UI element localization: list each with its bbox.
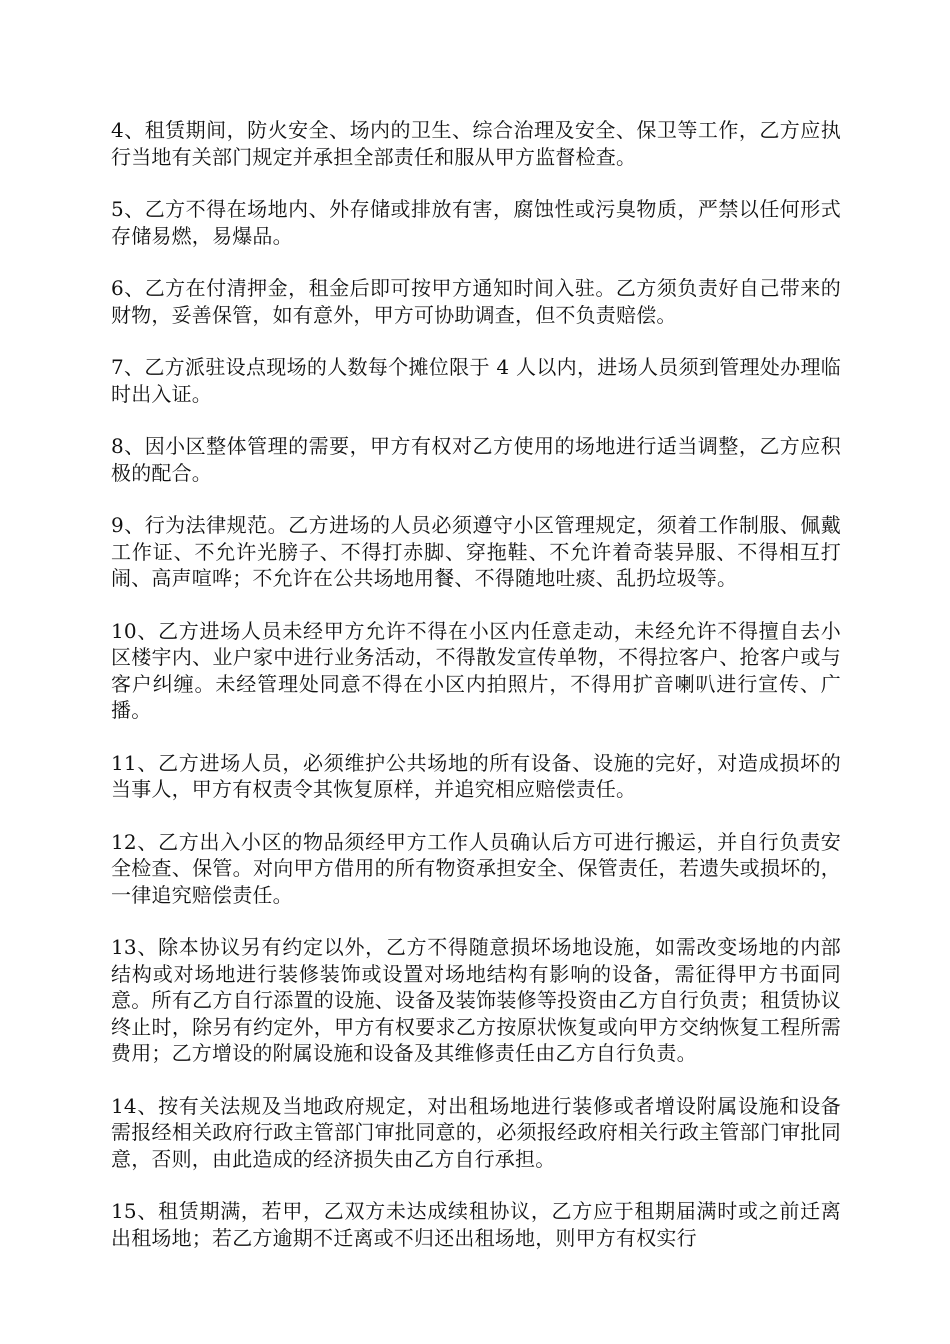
clause-14: 14、按有关法规及当地政府规定，对出租场地进行装修或者增设附属设施和设备需报经相关政府行政主管部门审批同意的，必须报经政府相关行政主管部门审批同意，否则，由此造成的经济损失由乙方自行承担。 [111,1093,841,1171]
clause-9: 9、行为法律规范。乙方进场的人员必须遵守小区管理规定，须着工作制服、佩戴工作证、不允许光膀子、不得打赤脚、穿拖鞋、不允许着奇装异服、不得相互打闹、高声喧哗；不允许在公共场地用餐、不得随地吐痰、乱扔垃圾等。 [111,513,841,590]
clause-7: 7、乙方派驻设点现场的人数每个摊位限于 4 人以内，进场人员须到管理处办理临时出入证。 [111,355,841,406]
clause-4: 4、租赁期间，防火安全、场内的卫生、综合治理及安全、保卫等工作，乙方应执行当地有关部门规定并承担全部责任和服从甲方监督检查。 [111,118,841,169]
clause-13: 13、除本协议另有约定以外，乙方不得随意损坏场地设施，如需改变场地的内部结构或对场地进行装修装饰或设置对场地结构有影响的设备，需征得甲方书面同意。所有乙方自行添置的设施、设备及装饰装修等投资由乙方自行负责；租赁协议终止时，除另有约定外，甲方有权要求乙方按原状恢复或向甲方交纳恢复工程所需费用；乙方增设的附属设施和设备及其维修责任由乙方自行负责。 [111,935,841,1065]
clause-11: 11、乙方进场人员，必须维护公共场地的所有设备、设施的完好，对造成损坏的当事人，甲方有权责令其恢复原样，并追究相应赔偿责任。 [111,750,841,801]
clause-12: 12、乙方出入小区的物品须经甲方工作人员确认后方可进行搬运，并自行负责安全检查、保管。对向甲方借用的所有物资承担安全、保管责任，若遗失或损坏的，一律追究赔偿责任。 [111,829,841,907]
clause-6: 6、乙方在付清押金，租金后即可按甲方通知时间入驻。乙方须负责好自己带来的财物，妥善保管，如有意外，甲方可协助调查，但不负责赔偿。 [111,276,841,327]
clause-5: 5、乙方不得在场地内、外存储或排放有害，腐蚀性或污臭物质，严禁以任何形式存储易燃，易爆品。 [111,197,841,248]
clause-15: 15、租赁期满，若甲，乙双方未达成续租协议，乙方应于租期届满时或之前迁离出租场地；若乙方逾期不迁离或不归还出租场地，则甲方有权实行 [111,1199,841,1250]
clause-8: 8、因小区整体管理的需要，甲方有权对乙方使用的场地进行适当调整，乙方应积极的配合。 [111,434,841,485]
document-page [111,117,841,1251]
clause-10: 10、乙方进场人员未经甲方允许不得在小区内任意走动，未经允许不得擅自去小区楼宇内、业户家中进行业务活动，不得散发宣传单物，不得拉客户、抢客户或与客户纠缠。未经管理处同意不得在小区内拍照片，不得用扩音喇叭进行宣传、广播。 [111,618,841,722]
